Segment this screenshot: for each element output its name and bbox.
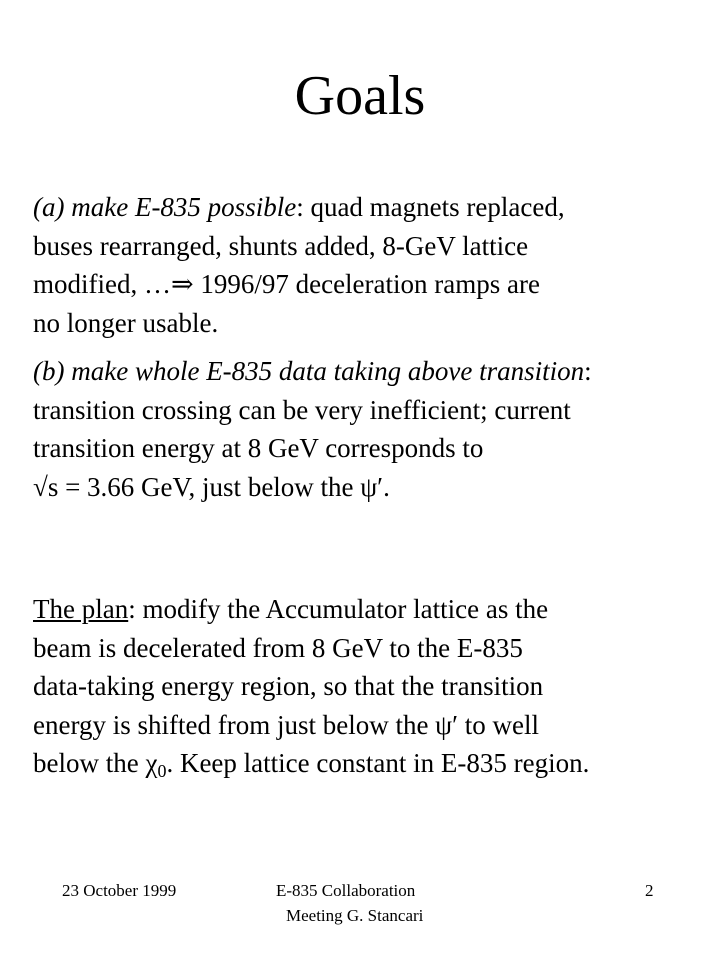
goal-b-lead: (b) make whole E-835 data taking above transition (33, 356, 585, 386)
plan-line-1: The plan: modify the Accumulator lattice as the (33, 594, 549, 624)
page-number: 2 (645, 881, 654, 900)
goal-b-line-4: √s = 3.66 GeV, just below the ψ′. (33, 471, 390, 502)
goal-a-paragraph (33, 188, 703, 342)
goal-a-line-1: (a) make E-835 possible: quad magnets replaced, (33, 192, 565, 222)
goal-b-line-1: (b) make whole E-835 data taking above transition: (33, 356, 592, 386)
plan-paragraph (33, 590, 703, 783)
footer-meeting (276, 878, 476, 928)
goal-b-line-2: transition crossing can be very inefficient; current (33, 394, 571, 425)
chi-subscript: 0 (157, 761, 167, 781)
goal-a-line-2: buses rearranged, shunts added, 8-GeV lattice (33, 230, 529, 261)
plan-line-5: below the $\chi_0$. Keep lattice constant in E-835 region. (33, 748, 590, 781)
plan-line-4: energy is shifted from just below the ψ′ to well (33, 709, 539, 740)
plan-line-3: data-taking energy region, so that the transition (33, 671, 544, 701)
goal-a-lead: (a) make E-835 possible (33, 192, 297, 222)
footer-meeting-line-2: Meeting G. Stancari (286, 906, 424, 925)
footer-date: 23 October 1999 (62, 881, 177, 900)
plan-lead: The plan (33, 594, 129, 624)
plan-line-2: beam is decelerated from 8 GeV to the E-835 (33, 632, 523, 663)
goal-a-line-3: modified, …⇒ 1996/97 deceleration ramps are (33, 269, 540, 299)
slide-title: Goals (294, 65, 426, 127)
goal-a-line-4: no longer usable. (33, 307, 219, 338)
goal-b-paragraph (33, 352, 703, 506)
footer-meeting-line-1: E-835 Collaboration (276, 881, 416, 900)
goal-b-line-3: transition energy at 8 GeV corresponds to (33, 433, 484, 463)
